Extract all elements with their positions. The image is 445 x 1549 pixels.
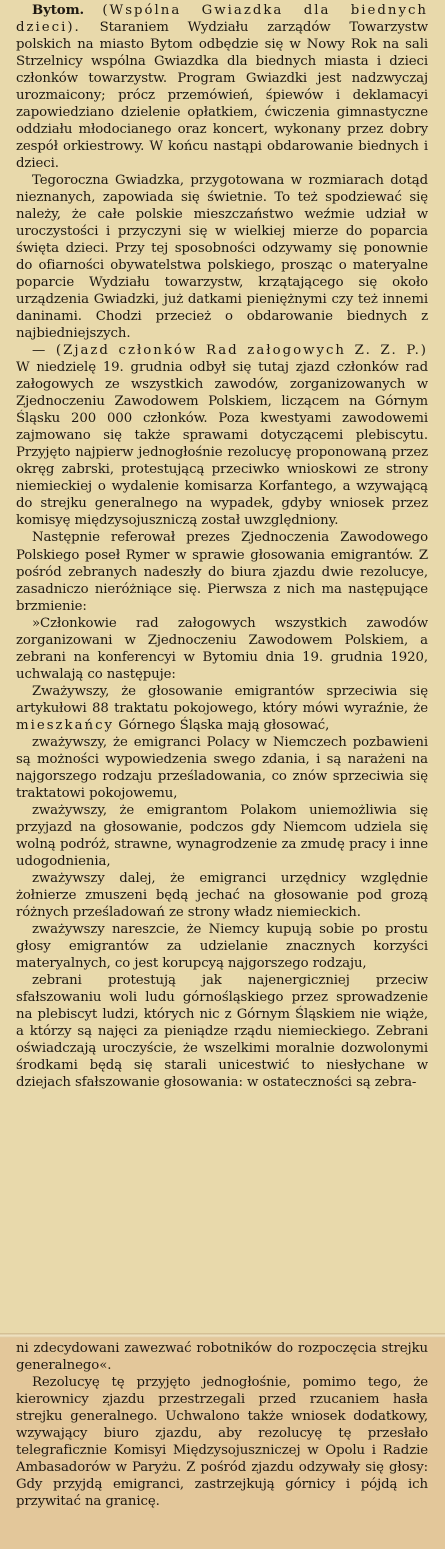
resolution-intro: »Członkowie rad załogowych wszystkich zawodów zorganizowani w Zjednoczeniu Zawodowem Polskiem, a zebrani na konferencyi w Bytomiu dnia 19. grudnia 1920, uchwalają co następuje: <box>16 615 428 682</box>
resolution-clause: zważywszy dalej, że emigranci urzędnicy względnie żołnierze zmuszeni będą jechać na głosowanie pod grozą różnych prześladowań ze strony władz niemieckich. <box>16 870 428 920</box>
resolution-clause: zważywszy, że emigranci Polacy w Niemczech pozbawieni są możności wypowiedzenia swego zdania, i są narażeni na najgorszego rodzaju prześladowania, co znów sprzeciwia się traktatowi pokojowemu, <box>16 734 428 801</box>
section-heading: (Wspólna Gwiazdka dla biednych dzieci). <box>16 3 428 36</box>
article-paragraph: Tegoroczna Gwiadzka, przygotowana w rozmiarach dotąd nieznanych, zapowiada się świetnie. To też spodziewać się należy, że całe polskie mieszczaństwo weźmie udział w uroczystości i przyczyni się w wielkiej mierze do poparcia święta dzieci. Przy tej sposobności odzywamy się ponownie do ofiarności obywatelstwa polskiego, prosząc o materyalne poparcie Wydziału towarzystw, krzątającego się około urządzenia Gwiadzki, już datkami pieniężnymi czy też innemi daninami. Chodzi przecież o obdarowanie biednych z najbiedniejszych. <box>16 173 428 342</box>
paragraph-text: Staraniem Wydziału zarządów Towarzystw polskich na miasto Bytom odbędzie się w Nowy Rok na sali Strzelnicy wspólna Gwiazdka dla biednych miasta i dzieci członków towarzystw. Program Gwiazdki jest nadzwyczaj urozmaicony; prócz przemówień, śpiewów i deklamacyi zapowiedziano dzielenie opłatkiem, ćwiczenia gimnastyczne oddziału młodocianego oraz koncert, wykonany przez dobry zespół orkiestrowy. W końcu nastąpi obdarowanie biednych i dzieci. <box>16 20 428 172</box>
article-paragraph <box>16 2 428 172</box>
article-paragraph <box>16 342 428 529</box>
section-heading: — (Zjazd członków Rad załogowych Z. Z. P.) <box>32 343 428 359</box>
resolution-end: ni zdecydowani zawezwać robotników do rozpoczęcia strejku generalnego«. <box>16 1341 428 1374</box>
paragraph-text: W niedzielę 19. grudnia odbył się tutaj zjazd członków rad załogowych ze wszystkich zawodów, zorganizowanych w Zjednoczeniu Zawodowem Polskiem, liczącem na Górnym Śląsku 200 000 członków. Poza kwestyami zawodowemi zajmowano się także sprawami dotyczącemi plebiscytu. Przyjęto najpierw jednogłośnie rezolucyę proponowaną przez okręg zabrski, protestującą przeciwko wnioskowi ze strony niemieckiej o wydalenie komisarza Korfantego, a wzywającą do strejku generalnego na wypadek, gdyby wniosek przez komisyę międzysojuszniczą został uwzględniony. <box>16 360 428 529</box>
article-paragraph: Rezolucyę tę przyjęto jednogłośnie, pomimo tego, że kierownicy zjazdu przestrzegali przed rzucaniem hasła strejku generalnego. Uchwalono także wniosek dodatkowy, wzywający biuro zjazdu, aby rezolucyę tę przesłało telegraficznie Komisyi Międzysojuszniczej w Opolu i Radzie Ambasadorów w Paryżu. Z pośród zjazdu odzywały się głosy: Gdy przyjdą emigranci, zastrzejkują górnicy i pójdą ich przywitać na granicę. <box>16 1375 428 1510</box>
article-column <box>16 2 428 1091</box>
article-paragraph: Następnie referował prezes Zjednoczenia Zawodowego Polskiego poseł Rymer w sprawie głosowania emigrantów. Z pośród zebranych nadeszły do biura zjazdu dwie rezolucye, zasadniczo nieróżniące się. Pierwsza z nich ma następujące brzmienie: <box>16 530 428 614</box>
resolution-clause: zważywszy nareszcie, że Niemcy kupują sobie po prostu głosy emigrantów za udzielanie znacznych korzyści materyalnych, co jest korupcyą najgorszego rodzaju, <box>16 921 428 971</box>
resolution-clause: zebrani protestują jak najenergiczniej przeciw sfałszowaniu woli ludu górnośląskiego przez sprowadzenie na plebiscyt ludzi, których nic z Górnym Śląskiem nie wiąże, a którzy są najęci za pieniądze rządu niemieckiego. Zebrani oświadczają uroczyście, że wszelkimi moralnie dozwolonymi środkami będą się starali unicestwić to niesłychane w dziejach sfałszowanie głosowania: w ostateczności są zebra- <box>16 972 428 1090</box>
emphasized-word: mieszkańcy <box>16 717 115 733</box>
resolution-clause: Zważywszy, że głosowanie emigrantów sprzeciwia się artykułowi 88 traktatu pokojowego, który mówi wyraźnie, że mieszkańcy Górnego Śląska mają głosować, <box>16 683 428 733</box>
resolution-clause: zważywszy, że emigrantom Polakom uniemożliwia się przyjazd na głosowanie, podczos gdy Niemcom udziela się wolną podróż, strawne, wynagrodzenie za zmudę pracy i inne udogodnienia, <box>16 802 428 869</box>
article-column <box>16 1340 428 1510</box>
dateline: Bytom. <box>32 3 85 18</box>
newspaper-clipping-lower <box>0 1338 445 1549</box>
